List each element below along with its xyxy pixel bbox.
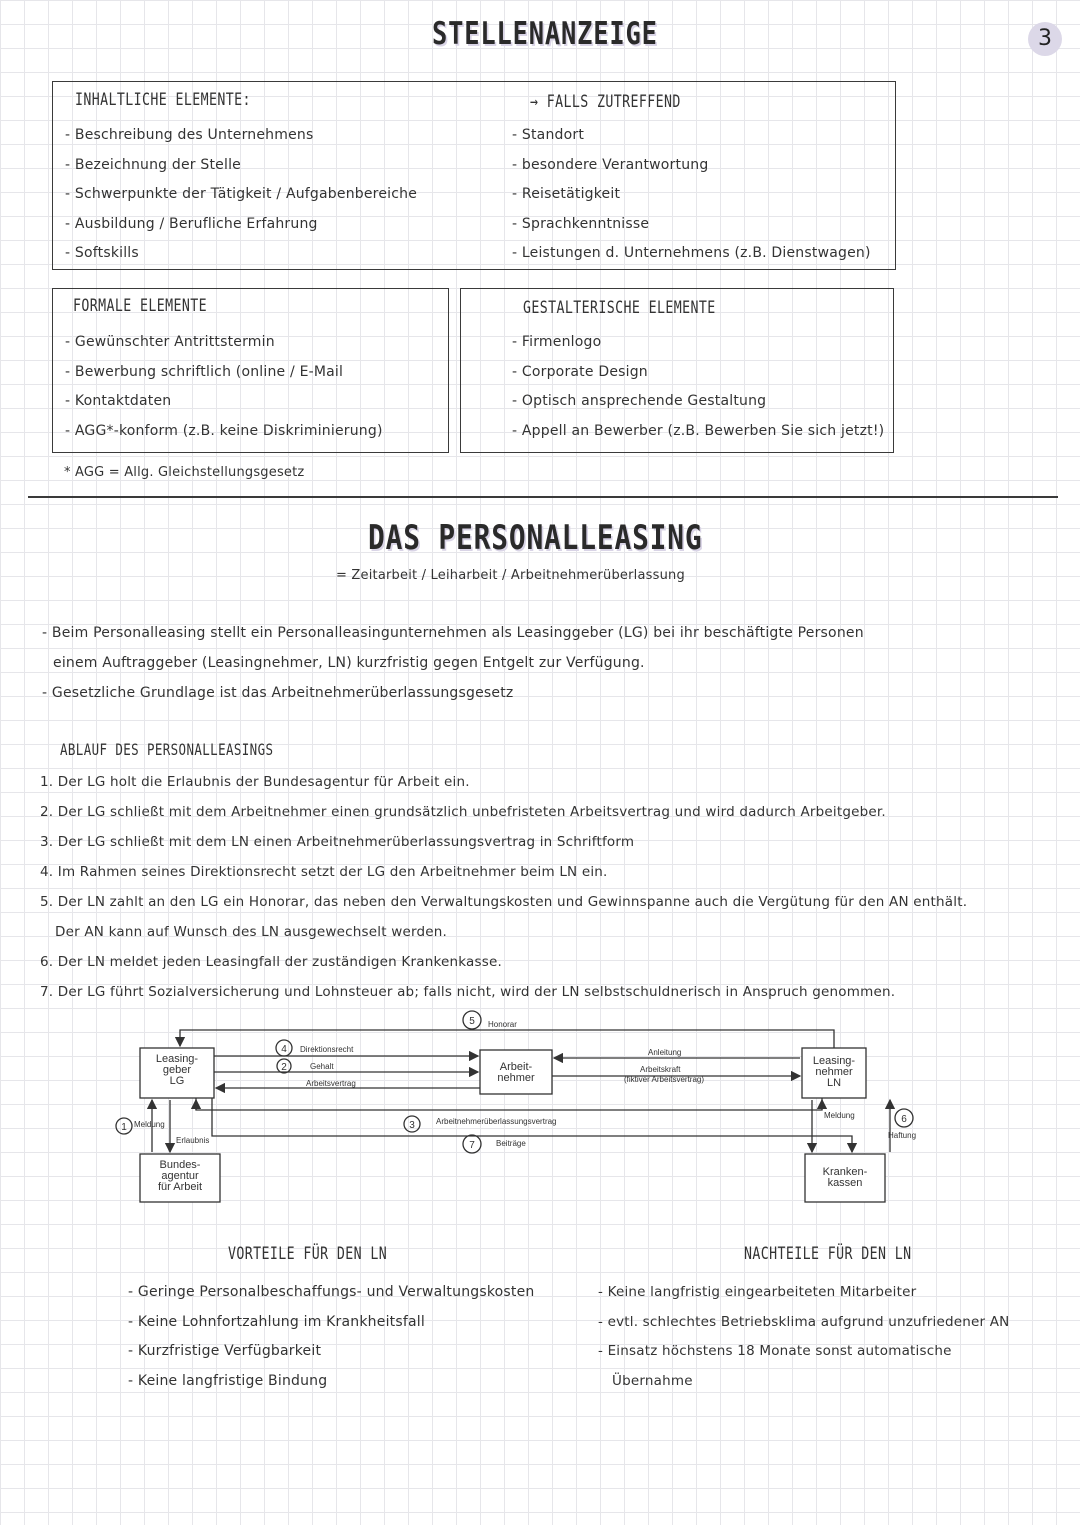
list-item: Übernahme (612, 1372, 693, 1389)
page-title: STELLENANZEIGE (432, 16, 658, 52)
personalleasing-diagram (100, 1010, 940, 1210)
list-item: - Beschreibung des Unternehmens (65, 127, 314, 143)
ablauf-step-2: 2. Der LG schließt mit dem Arbeitnehmer einen grundsätzlich unbefristeten Arbeitsvertrag und wird dadurch Arbeitgeber. (40, 804, 886, 820)
arbeitskraft-label: Arbeitskraft (640, 1065, 681, 1074)
step-number: 7 (469, 1140, 475, 1151)
list-item: - Schwerpunkte der Tätigkeit / Aufgabenbereiche (65, 186, 418, 202)
step-number: 5 (469, 1016, 475, 1027)
list-item: - Kontaktdaten (65, 393, 172, 409)
meldung-right-label: Meldung (824, 1111, 855, 1120)
list-item: - Keine langfristige Bindung (128, 1372, 328, 1389)
list-item: - Optisch ansprechende Gestaltung (512, 393, 767, 409)
list-item: - Keine langfristig eingearbeiteten Mitarbeiter (598, 1284, 917, 1300)
vorteile-list (128, 1278, 535, 1396)
auev-label: Arbeitnehmerüberlassungsvertrag (436, 1117, 557, 1126)
list-item: - besondere Verantwortung (512, 156, 709, 173)
footnote: * AGG = Allg. Gleichstellungsgesetz (64, 465, 305, 480)
beitraege-label: Beiträge (496, 1139, 526, 1148)
step-number: 3 (409, 1120, 415, 1131)
fiktiver-label: (fiktiver Arbeitsvertrag) (624, 1075, 705, 1084)
ba-label-1: Bundes- (159, 1159, 201, 1171)
ablauf-step-1: 1. Der LG holt die Erlaubnis der Bundesagentur für Arbeit ein. (40, 774, 470, 790)
list-item: - Firmenlogo (512, 334, 602, 350)
an-label-2: nehmer (497, 1072, 535, 1084)
ablauf-step-4: 4. Im Rahmen seines Direktionsrecht setzt der LG den Arbeitnehmer beim LN ein. (40, 864, 608, 880)
inhaltliche-title: INHALTLICHE ELEMENTE: (75, 90, 251, 110)
ablauf-step-6: 6. Der LN meldet jeden Leasingfall der zuständigen Krankenkasse. (40, 954, 502, 970)
list-item: - Geringe Personalbeschaffungs- und Verwaltungskosten (128, 1284, 535, 1300)
anleitung-label: Anleitung (648, 1048, 682, 1057)
kk-label-2: kassen (827, 1177, 863, 1189)
honorar-arrow (180, 1030, 834, 1048)
list-item: - Reisetätigkeit (512, 186, 621, 202)
lg-label-1: Leasing- (155, 1053, 199, 1065)
list-item: - Einsatz höchstens 18 Monate sonst automatische (598, 1343, 952, 1359)
formale-title: FORMALE ELEMENTE (73, 296, 207, 316)
formale-list (65, 328, 383, 446)
list-item: - Corporate Design (512, 363, 648, 380)
intro-line-2: einem Auftraggeber (Leasingnehmer, LN) kurzfristig gegen Entgelt zur Verfügung. (53, 655, 645, 671)
step-number: 1 (121, 1122, 127, 1133)
ablauf-step-3: 3. Der LG schließt mit dem LN einen Arbeitnehmerüberlassungsvertrag in Schriftform (40, 834, 635, 850)
ablauf-step-7: 7. Der LG führt Sozialversicherung und Lohnsteuer ab; falls nicht, wird der LN selbstschuldnerisch in Anspruch genommen. (40, 984, 896, 1000)
list-item: - Sprachkenntnisse (512, 215, 650, 232)
list-item: - AGG*-konform (z.B. keine Diskriminierung) (65, 422, 383, 439)
step-number: 4 (281, 1044, 287, 1055)
ln-label-3: LN (826, 1077, 842, 1089)
vorteile-title: VORTEILE FÜR DEN LN (228, 1244, 388, 1264)
ln-label-1: Leasing- (812, 1055, 856, 1067)
ablauf-step-5: 5. Der LN zahlt an den LG ein Honorar, das neben den Verwaltungskosten und Gewinnspanne auch die Vergütung für den AN enthält. (40, 894, 968, 910)
section-subtitle: = Zeitarbeit / Leiharbeit / Arbeitnehmerüberlassung (336, 568, 685, 583)
list-item: - Ausbildung / Berufliche Erfahrung (65, 215, 318, 232)
step-number: 6 (901, 1114, 907, 1125)
list-item: - Leistungen d. Unternehmens (z.B. Dienstwagen) (512, 245, 871, 261)
ba-label-2: agentur (161, 1170, 199, 1182)
kk-label-1: Kranken- (822, 1166, 868, 1178)
list-item: - Kurzfristige Verfügbarkeit (128, 1343, 322, 1359)
list-item: - Standort (512, 127, 585, 143)
ablauf-title: ABLAUF DES PERSONALLEASINGS (60, 740, 274, 759)
meldung-left-label: Meldung (134, 1120, 165, 1129)
gestalterische-list (512, 328, 884, 446)
section-title: DAS PERSONALLEASING (368, 518, 703, 558)
list-item: - Appell an Bewerber (z.B. Bewerben Sie sich jetzt!) (512, 422, 885, 439)
nachteile-list (598, 1278, 1009, 1396)
direktionsrecht-label: Direktionsrecht (300, 1045, 354, 1054)
list-item: - Bewerbung schriftlich (online / E-Mail (65, 363, 344, 380)
intro-line-1: - Beim Personalleasing stellt ein Personalleasingunternehmen als Leasinggeber (LG) bei ihr beschäftigte Personen (42, 625, 864, 641)
ba-label-3: für Arbeit (157, 1181, 203, 1193)
falls-zutreffend-list (512, 121, 871, 269)
arbeitsvertrag-label: Arbeitsvertrag (306, 1079, 356, 1088)
honorar-label: Honorar (488, 1020, 517, 1029)
falls-zutreffend-title: → FALLS ZUTREFFEND (530, 92, 681, 112)
inhaltliche-list (65, 121, 417, 269)
list-item: - evtl. schlechtes Betriebsklima aufgrund unzufriedener AN (598, 1313, 1010, 1330)
ablauf-step-5-cont: Der AN kann auf Wunsch des LN ausgewechselt werden. (55, 924, 448, 940)
gestalterische-title: GESTALTERISCHE ELEMENTE (523, 298, 716, 318)
intro-line-3: - Gesetzliche Grundlage ist das Arbeitnehmerüberlassungsgesetz (42, 685, 514, 701)
list-item: - Bezeichnung der Stelle (65, 156, 241, 173)
nachteile-title: NACHTEILE FÜR DEN LN (744, 1244, 912, 1264)
list-item: - Gewünschter Antrittstermin (65, 334, 275, 350)
auev-line (196, 1098, 822, 1110)
haftung-label: Haftung (888, 1131, 917, 1140)
page-number: 3 (1028, 22, 1062, 56)
an-label-1: Arbeit- (499, 1061, 533, 1073)
step-number: 2 (281, 1062, 287, 1073)
gehalt-label: Gehalt (310, 1062, 334, 1071)
ln-label-2: nehmer (815, 1066, 853, 1078)
section-divider (28, 496, 1058, 498)
erlaubnis-label: Erlaubnis (176, 1136, 210, 1145)
list-item: - Keine Lohnfortzahlung im Krankheitsfall (128, 1313, 425, 1330)
lg-label-2: geber (162, 1064, 192, 1076)
lg-label-3: LG (169, 1075, 185, 1087)
list-item: - Softskills (65, 245, 139, 261)
